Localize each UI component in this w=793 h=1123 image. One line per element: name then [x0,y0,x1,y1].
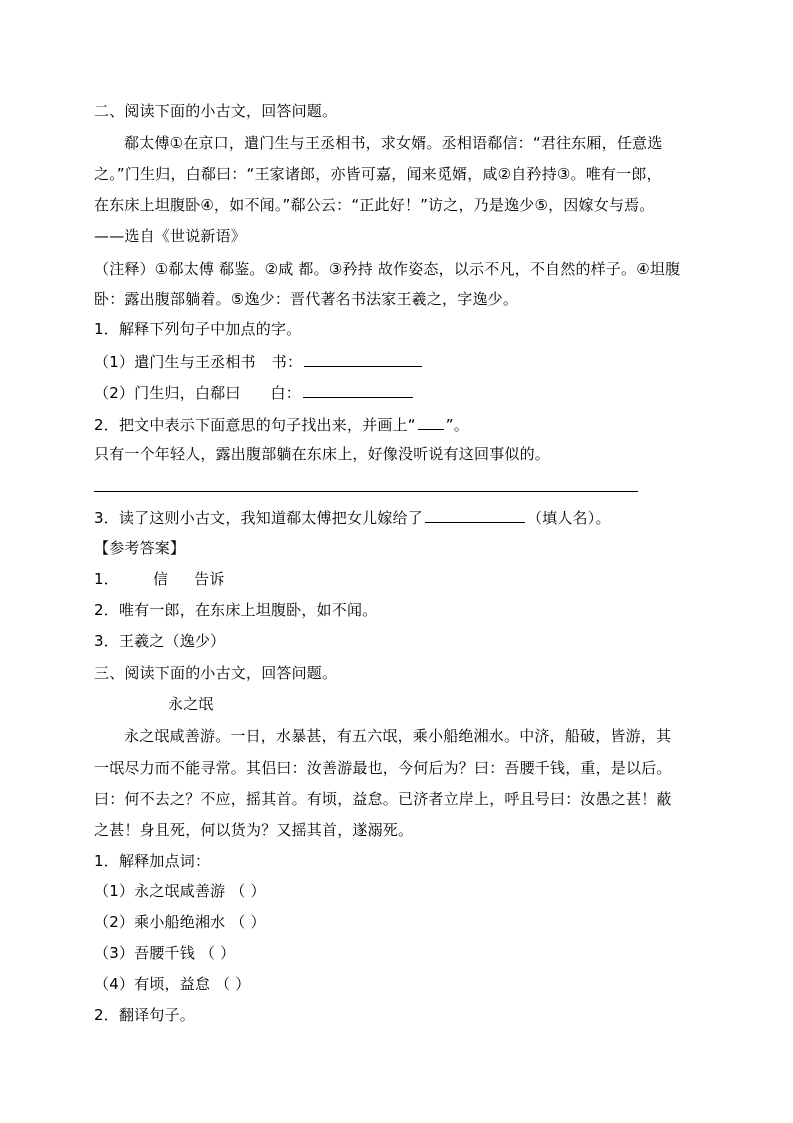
section2-question-1: 1．解释下列句子中加点的字。 [94,320,302,338]
section3-question-1-item-3: （3）吾腰千钱 （ ） [94,944,236,962]
section2-question-2-meaning: 只有一个年轻人，露出腹部躺在东床上，好像没听说有这回事似的。 [94,445,551,463]
answer-1-num: 1． [94,570,119,588]
question-1b-text: （2）门生归，白郗曰 [94,384,241,402]
section3-question-1-item-4: （4）有顷，益怠 （ ） [94,975,251,993]
answers-heading: 【参考答案】 [94,539,186,557]
section2-question-1b [94,379,714,405]
question-3-suffix: （填人名）。 [526,509,611,527]
section2-question-2 [94,411,714,437]
section2-passage-line-1: 郗太傅①在京口，遣门生与王丞相书，求女婿。丞相语郗信：“君往东厢，任意选 [124,134,663,152]
question-3-prefix: 3．读了这则小古文，我知道郗太傅把女儿嫁给了 [94,509,423,527]
section2-notes-line-1: （注释）①郗太傅 郗鉴。②咸 都。③矜持 故作姿态，以示不凡，不自然的样子。④坦腹 [94,260,681,278]
section3-passage-line-2: 一氓尽力而不能寻常。其侣曰：汝善游最也，今何后为？曰：吾腰千钱，重，是以后。 [94,759,672,777]
answer-1 [94,566,714,592]
question-2-suffix: ”。 [445,416,469,434]
question-1b-target: 白： [270,384,301,402]
section2-notes-line-2: 卧：露出腹部躺着。⑤逸少：晋代著名书法家王羲之，字逸少。 [94,290,519,308]
section3-question-2: 2．翻译句子。 [94,1006,195,1024]
section2-passage-line-3: 在东床上坦腹卧④，如不闻。”郗公云：“正此好！”访之，乃是逸少⑤，因嫁女与焉。 [94,196,655,214]
answer-blank-1a[interactable] [304,348,422,367]
section3-question-1-item-2: （2）乘小船绝湘水 （ ） [94,913,266,931]
section3-question-1-item-1: （1）永之氓咸善游 （ ） [94,882,266,900]
underline-sample [418,411,444,430]
section2-question-1a [94,348,714,374]
answer-3: 3．王羲之（逸少） [94,632,226,650]
section3-heading: 三、阅读下面的小古文，回答问题。 [94,664,338,682]
answer-blank-3[interactable] [425,504,525,523]
section2-heading: 二、阅读下面的小古文，回答问题。 [94,102,338,120]
question-2-prefix: 2．把文中表示下面意思的句子找出来，并画上“ [94,416,416,434]
section2-source: ——选自《世说新语》 [94,227,247,245]
answer-2: 2．唯有一郎，在东床上坦腹卧，如不闻。 [94,601,378,619]
section2-passage-line-2: 之。”门生归，白郗曰：“王家诸郎，亦皆可嘉，闻来觅婿，咸②自矜持③。唯有一郎， [94,165,662,183]
section2-question-3 [94,504,714,530]
section3-question-1: 1．解释加点词： [94,852,211,870]
answer-1-first: 信 [152,570,169,588]
answer-blank-1b[interactable] [303,379,413,398]
section3-passage-line-1: 永之氓咸善游。一日，水暴甚，有五六氓，乘小船绝湘水。中济，船破，皆游，其 [124,727,672,745]
question-1a-target: 书： [271,353,303,371]
answer-1-second: 告诉 [194,570,225,588]
section3-passage-line-3: 曰：何不去之？不应，摇其首。有顷，益怠。已济者立岸上，呼且号曰：汝愚之甚！蔽 [94,790,672,808]
answer-line-q2[interactable] [94,491,638,492]
section3-title: 永之氓 [168,695,214,713]
section3-passage-line-4: 之甚！身且死，何以货为？又摇其首，遂溺死。 [94,821,414,839]
question-1a-text: （1）遣门生与王丞相书 [94,353,256,371]
